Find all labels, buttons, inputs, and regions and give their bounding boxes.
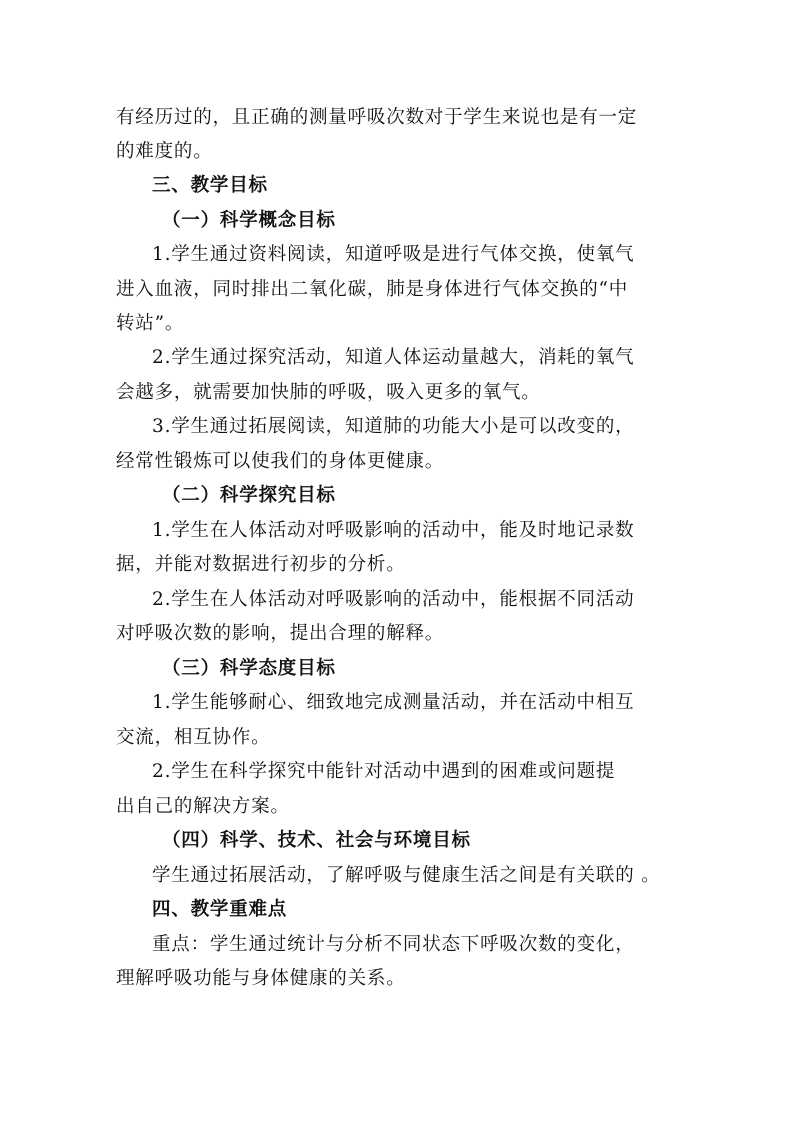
section-heading-3: 三、教学目标 (152, 175, 268, 196)
paragraph-line: 3.学生通过拓展阅读，知道肺的功能大小是可以改变的， (152, 416, 635, 437)
subsection-heading-1: （一）科学概念目标 (162, 210, 336, 231)
section-heading-4: 四、教学重难点 (152, 899, 288, 920)
paragraph-line: 2.学生在科学探究中能针对活动中遇到的困难或问题提 (152, 761, 616, 782)
paragraph-line: 经常性锻炼可以使我们的身体更健康。 (116, 451, 445, 472)
paragraph-line: 学生通过拓展活动，了解呼吸与健康生活之间是有关联的 。 (152, 865, 661, 886)
paragraph-line: 2.学生在人体活动对呼吸影响的活动中，能根据不同活动 (152, 589, 635, 610)
paragraph-line: 有经历过的，且正确的测量呼吸次数对于学生来说也是有一定 (116, 107, 638, 128)
paragraph-line: 1.学生能够耐心、细致地完成测量活动，并在活动中相互 (152, 692, 635, 713)
paragraph-line: 的难度的。 (116, 141, 213, 162)
paragraph-line: 据，并能对数据进行初步的分析。 (116, 554, 406, 575)
subsection-heading-4: （四）科学、技术、社会与环境目标 (162, 830, 471, 851)
subsection-heading-3: （三）科学态度目标 (162, 658, 336, 679)
paragraph-line: 会越多，就需要加快肺的呼吸，吸入更多的氧气。 (116, 382, 541, 403)
subsection-heading-2: （二）科学探究目标 (162, 485, 336, 506)
paragraph-line: 2.学生通过探究活动，知道人体运动量越大，消耗的氧气 (152, 347, 635, 368)
paragraph-line: 1.学生在人体活动对呼吸影响的活动中，能及时地记录数 (152, 520, 635, 541)
paragraph-line: 1.学生通过资料阅读，知道呼吸是进行气体交换，使氧气 (152, 244, 635, 265)
paragraph-line: 进入血液，同时排出二氧化碳，肺是身体进行气体交换的“中 (116, 279, 629, 300)
paragraph-line: 出自己的解决方案。 (116, 796, 290, 817)
paragraph-line: 交流，相互协作。 (116, 727, 271, 748)
paragraph-line: 转站”。 (116, 313, 185, 334)
paragraph-line: 对呼吸次数的影响，提出合理的解释。 (116, 623, 445, 644)
paragraph-line: 理解呼吸功能与身体健康的关系。 (116, 968, 406, 989)
paragraph-line: 重点：学生通过统计与分析不同状态下呼吸次数的变化， (152, 934, 635, 955)
